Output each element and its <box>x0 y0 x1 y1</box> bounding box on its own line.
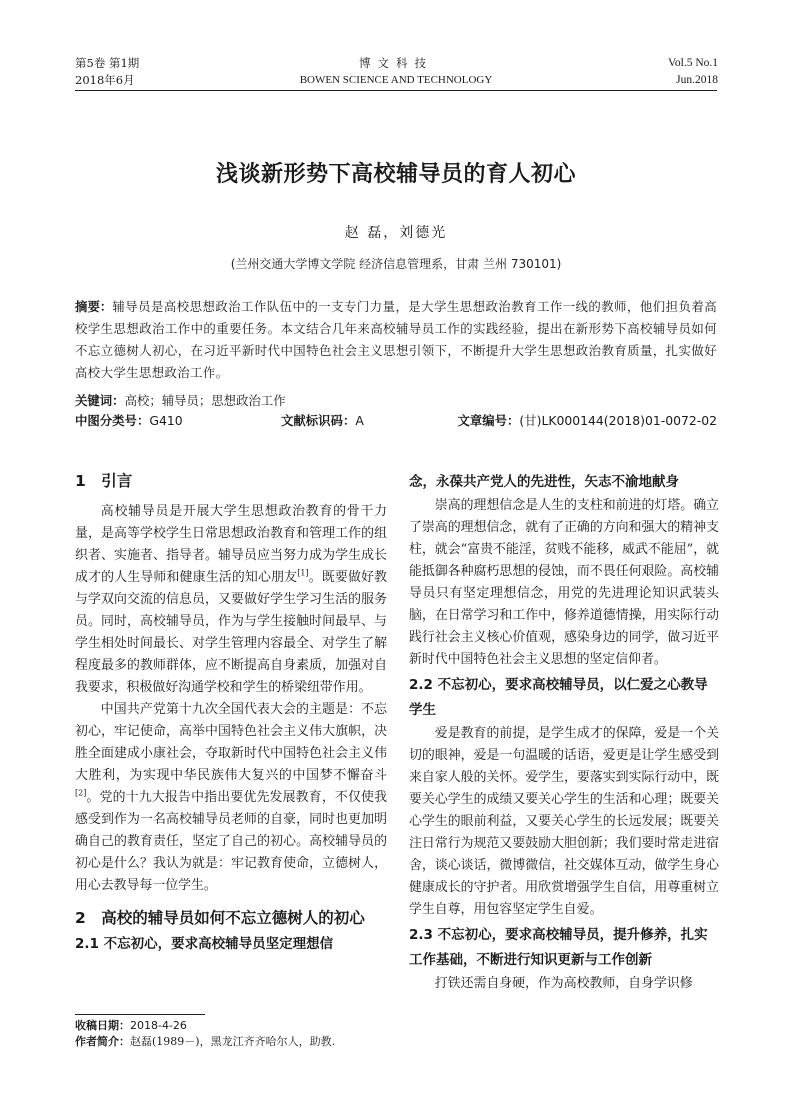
footnote-rule <box>75 1014 205 1015</box>
section-2-2-heading: 2.2 不忘初心，要求高校辅导员，以仁爱之心教导学生 <box>409 677 708 718</box>
article-authors: 赵 磊，刘德光 <box>344 225 448 241</box>
abstract-text: 辅导员是高校思想政治工作队伍中的一支专门力量，是大学生思想政治教育工作一线的教师，他们担负着高校学生思想政治工作中的重要任务。本文结合几年来高校辅导员工作的实践经验，提出在新形势下高校辅导员如何不忘立德树人初心，在习近平新时代中国特色社会主义思想引领下，不断提升大学生思想政治教育质量，扎实做好高校大学生思想政治工作。 <box>75 299 717 380</box>
section-2-1-heading-part-2: 念，永葆共产党人的先进性，矢志不渝地献身 <box>409 474 679 490</box>
section-2-1-heading-part-1: 2.1 不忘初心，要求高校辅导员坚定理想信 <box>75 936 334 952</box>
body-column-left <box>75 468 387 957</box>
article-number <box>457 411 717 431</box>
article-number-value: (甘)LK000144(2018)01-0072-02 <box>519 413 717 428</box>
abstract <box>75 296 717 384</box>
clc-value: G410 <box>149 413 183 428</box>
paragraph-text: 。既要做好教与学双向交流的信息员，又要做好学生学习生活的服务员。同时，高校辅导员，作为与学生接触时间最早、与学生相处时间最长、对学生管理内容最全、对学生了解程度最多的教师群体，应不断提高自身素质，加强对自我要求，积极做好沟通学校和学生的桥梁纽带作用。 <box>75 570 388 695</box>
citation-ref: [1] <box>297 568 309 578</box>
classification-row <box>75 411 717 431</box>
header-right <box>668 55 718 89</box>
doc-code-value: A <box>355 413 364 428</box>
clc-label: 中图分类号： <box>75 413 150 428</box>
received-value: 2018-4-26 <box>130 1019 187 1032</box>
document-code <box>281 411 364 431</box>
issue-date-en: Jun.2018 <box>676 74 718 86</box>
clc-number <box>75 411 183 431</box>
section-2-2-paragraph: 爱是教育的前提，是学生成才的保障，爱是一个关切的眼神，爱是一句温暖的话语，爱更是让学生感受到来自家人般的关怀。爱学生，要落实到实际行动中，既要关心学生的成绩又要关心学生的生活和心理；既要关心学生的眼前利益，又要关心学生的长远发展；既要关注日常行为规范又要鼓励大胆创新；我们要时常走进宿舍，谈心谈话，微博微信，社交媒体互动，做学生身心健康成长的守护者。用欣赏增强学生自信，用尊重树立学生自尊，用包容坚定学生自爱。 <box>409 726 719 917</box>
section-2-1-paragraph: 崇高的理想信念是人生的支柱和前进的灯塔。确立了崇高的理想信念，就有了正确的方向和强大的精神支柱，就会“富贵不能淫，贫贱不能移，威武不能屈”，就能抵御各种腐朽思想的侵蚀，而不畏任何艰险。高校辅导员只有坚定理想信念，用党的先进理论知识武装头脑，在日常学习和工作中，修养道德情操，用实际行动践行社会主义核心价值观，感染身边的同学，做习近平新时代中国特色社会主义思想的坚定信仰者。 <box>409 498 719 667</box>
section-2-3-heading: 2.3 不忘初心，要求高校辅导员，提升修养，扎实工作基础，不断进行知识更新与工作创新 <box>409 927 708 968</box>
paragraph-text: 中国共产党第十九次全国代表大会的主题是：不忘初心，牢记使命，高举中国特色社会主义伟大旗帜，决胜全面建成小康社会，夺取新时代中国特色社会主义伟大胜利，为实现中华民族伟大复兴的中国梦不懈奋斗 <box>75 702 387 783</box>
received-date <box>75 1018 187 1033</box>
author-bio-value: 赵磊(1989－)，黑龙江齐齐哈尔人，助教. <box>130 1035 336 1048</box>
keywords-label: 关键词： <box>75 393 125 408</box>
journal-header <box>0 0 792 100</box>
keywords-text: 高校；辅导员；思想政治工作 <box>124 393 286 408</box>
author-bio-label: 作者简介： <box>75 1035 130 1048</box>
journal-name-cn: 博文科技 <box>359 56 433 70</box>
received-label: 收稿日期： <box>75 1019 130 1032</box>
doc-code-label: 文献标识码： <box>281 413 356 428</box>
author-bio <box>75 1034 335 1049</box>
article-title: 浅谈新形势下高校辅导员的育人初心 <box>215 161 576 187</box>
author-affiliation: (兰州交通大学博文学院 经济信息管理系，甘肃 兰州 730101) <box>230 257 562 271</box>
section-1-heading: 1 引言 <box>75 472 133 490</box>
section-2-heading: 2 高校的辅导员如何不忘立德树人的初心 <box>75 909 365 927</box>
keywords <box>75 391 717 411</box>
citation-ref: [2] <box>75 788 87 798</box>
paragraph-text: 高校辅导员是开展大学生思想政治教育的骨干力量，是高等学校学生日常思想政治教育和管理工作的组织者、实施者、指导者。辅导员应当努力成为学生成长成才的人生导师和健康生活的知心朋友 <box>75 504 387 585</box>
issue-date: 2018年6月 <box>75 73 135 87</box>
paragraph-text: 。党的十九大报告中指出要优先发展教育，不仅使我感受到作为一名高校辅导员老师的自豪，同时也更加明确自己的教育责任，坚定了自己的初心。高校辅导员的初心是什么？我认为就是：牢记教育使命，立德树人，用心去教导每一位学生。 <box>75 790 387 893</box>
abstract-label: 摘要： <box>75 299 113 314</box>
article-number-label: 文章编号： <box>457 413 520 428</box>
section-2-3-paragraph: 打铁还需自身硬，作为高校教师，自身学识修 <box>434 976 693 991</box>
section-1-paragraph-1 <box>75 501 387 699</box>
journal-name-en: BOWEN SCIENCE AND TECHNOLOGY <box>299 74 493 86</box>
volume-issue: 第5卷 第1期 <box>75 56 140 70</box>
volume-issue-en: Vol.5 No.1 <box>668 57 718 69</box>
header-rule <box>75 90 717 91</box>
body-column-right <box>409 470 719 995</box>
section-1-paragraph-2 <box>75 699 387 897</box>
